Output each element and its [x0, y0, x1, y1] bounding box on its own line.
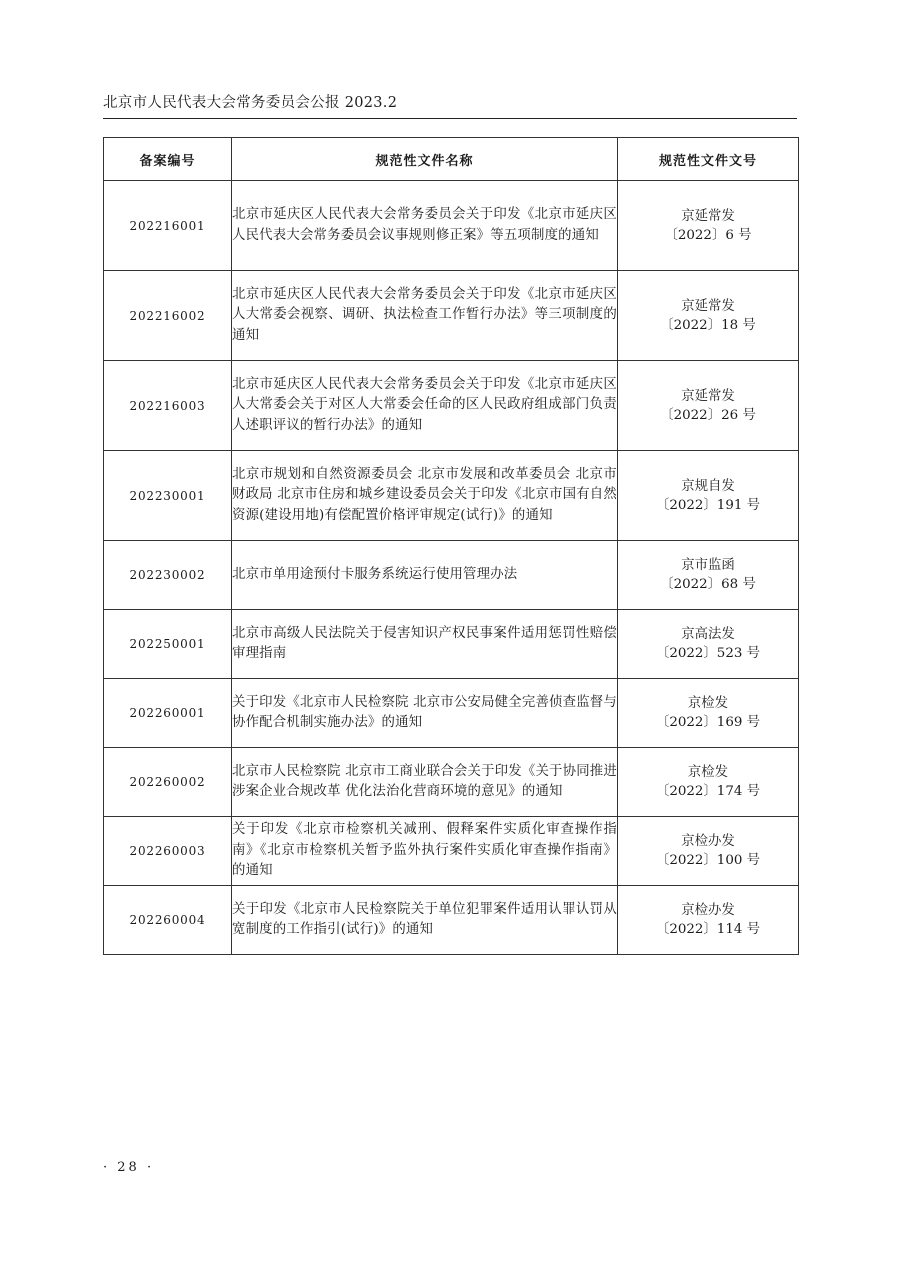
document-name: 关于印发《北京市检察机关减刑、假释案件实质化审查操作指南》《北京市检察机关暂予监外执行案件实质化审查操作指南》的通知 [232, 817, 618, 886]
document-number-prefix: 京检办发 [681, 834, 735, 849]
document-number-serial: 〔2022〕191 号 [655, 497, 761, 513]
document-name: 北京市延庆区人民代表大会常务委员会关于印发《北京市延庆区人大常委会视察、调研、执法检查工作暂行办法》等三项制度的通知 [232, 271, 618, 361]
document-number-prefix: 京市监函 [681, 558, 735, 573]
filing-number: 202260001 [104, 679, 232, 748]
document-number-prefix: 京检发 [687, 696, 729, 711]
document-number-prefix: 京高法发 [681, 627, 735, 642]
document-number-prefix: 京检办发 [681, 903, 735, 918]
header-rule [103, 118, 797, 119]
document-number [618, 817, 799, 886]
filing-number: 202216001 [104, 181, 232, 271]
document-name: 北京市高级人民法院关于侵害知识产权民事案件适用惩罚性赔偿审理指南 [232, 610, 618, 679]
gazette-header: 北京市人民代表大会常务委员会公报 2023.2 [103, 95, 398, 111]
table-row [104, 361, 799, 451]
table-row [104, 181, 799, 271]
document-name: 北京市规划和自然资源委员会 北京市发展和改革委员会 北京市财政局 北京市住房和城乡建设委员会关于印发《北京市国有自然资源(建设用地)有偿配置价格评审规定(试行)》的通知 [232, 451, 618, 541]
filing-number: 202216002 [104, 271, 232, 361]
table-row [104, 271, 799, 361]
document-number [618, 451, 799, 541]
document-number [618, 361, 799, 451]
document-number-prefix: 京延常发 [681, 298, 735, 314]
document-number-prefix: 京延常发 [681, 388, 735, 404]
filing-number: 202216003 [104, 361, 232, 451]
document-number-serial: 〔2022〕114 号 [655, 922, 761, 937]
document-name: 北京市延庆区人民代表大会常务委员会关于印发《北京市延庆区人大常委会关于对区人大常委会任命的区人民政府组成部门负责人述职评议的暂行办法》的通知 [232, 361, 618, 451]
document-number [618, 181, 799, 271]
filing-records-table [103, 137, 799, 955]
table-row [104, 817, 799, 886]
document-number-prefix: 京延常发 [681, 208, 735, 224]
table-row [104, 610, 799, 679]
table-header-row [104, 138, 799, 181]
document-number-prefix: 京检发 [687, 765, 729, 780]
table-row [104, 748, 799, 817]
document-name: 北京市人民检察院 北京市工商业联合会关于印发《关于协同推进涉案企业合规改革 优化法治化营商环境的意见》的通知 [232, 748, 618, 817]
document-number-serial: 〔2022〕523 号 [655, 646, 761, 661]
document-name: 关于印发《北京市人民检察院关于单位犯罪案件适用认罪认罚从宽制度的工作指引(试行)》的通知 [232, 886, 618, 955]
document-number-prefix: 京规自发 [681, 478, 735, 494]
document-number [618, 541, 799, 610]
document-number [618, 610, 799, 679]
document-number-serial: 〔2022〕18 号 [660, 317, 756, 333]
table-row [104, 541, 799, 610]
document-number-serial: 〔2022〕100 号 [655, 853, 761, 868]
document-number-serial: 〔2022〕26 号 [660, 407, 756, 423]
column-header-document-number: 规范性文件文号 [618, 138, 799, 181]
table-row [104, 679, 799, 748]
filing-number: 202250001 [104, 610, 232, 679]
document-number-serial: 〔2022〕174 号 [655, 784, 761, 799]
document-name: 关于印发《北京市人民检察院 北京市公安局健全完善侦查监督与协作配合机制实施办法》的通知 [232, 679, 618, 748]
table-row [104, 886, 799, 955]
filing-number: 202260003 [104, 817, 232, 886]
page-number: · 28 · [103, 1160, 155, 1175]
document-number [618, 271, 799, 361]
column-header-document-name: 规范性文件名称 [232, 138, 618, 181]
filing-number: 202230002 [104, 541, 232, 610]
document-number [618, 886, 799, 955]
filing-number: 202260002 [104, 748, 232, 817]
filing-number: 202230001 [104, 451, 232, 541]
document-name: 北京市延庆区人民代表大会常务委员会关于印发《北京市延庆区人民代表大会常务委员会议事规则修正案》等五项制度的通知 [232, 181, 618, 271]
document-number-serial: 〔2022〕6 号 [664, 227, 752, 243]
filing-number: 202260004 [104, 886, 232, 955]
document-name: 北京市单用途预付卡服务系统运行使用管理办法 [232, 541, 618, 610]
table-row [104, 451, 799, 541]
document-number [618, 748, 799, 817]
document-number-serial: 〔2022〕68 号 [660, 577, 756, 592]
document-number [618, 679, 799, 748]
column-header-filing-number: 备案编号 [104, 138, 232, 181]
document-number-serial: 〔2022〕169 号 [655, 715, 761, 730]
